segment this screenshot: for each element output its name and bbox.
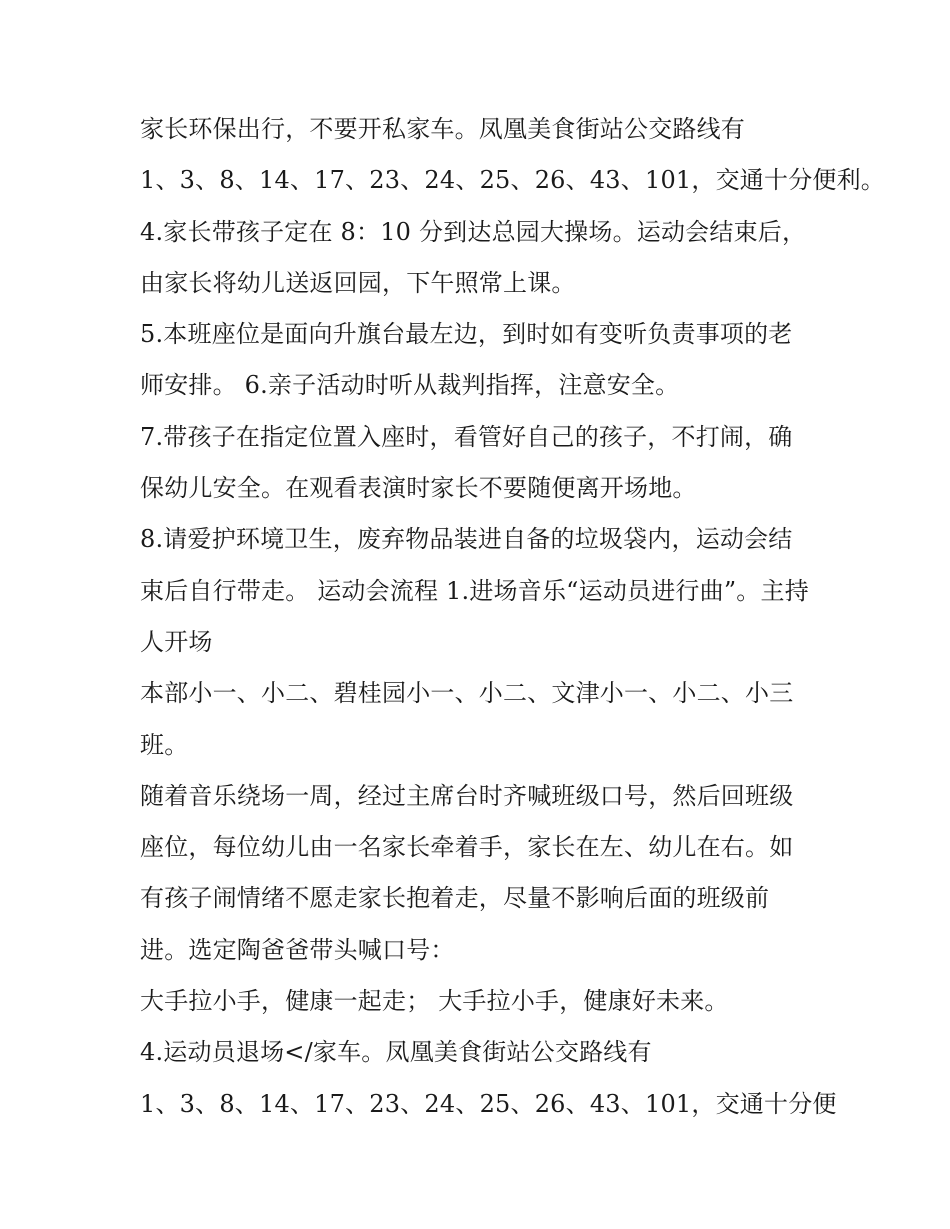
text-line: 本部小一、小二、碧桂园小一、小二、文津小一、小二、小三 bbox=[140, 679, 794, 708]
text-line: 4.家长带孩子定在 8：10 分到达总园大操场。运动会结束后， bbox=[140, 217, 807, 246]
text-line: 班。 bbox=[140, 730, 189, 759]
text-line: 随着音乐绕场一周，经过主席台时齐喊班级口号，然后回班级 bbox=[140, 781, 794, 810]
text-line: 8.请爱护环境卫生，废弃物品装进自备的垃圾袋内，运动会结 bbox=[140, 525, 793, 554]
text-line: 由家长将幼儿送返回园，下午照常上课。 bbox=[140, 268, 576, 297]
text-line: 大手拉小手，健康一起走； 大手拉小手，健康好未来。 bbox=[140, 987, 729, 1016]
text-line: 座位，每位幼儿由一名家长牵着手，家长在左、幼儿在右。如 bbox=[140, 833, 794, 862]
text-line: 4.运动员退场</家车。凤凰美食街站公交路线有 bbox=[140, 1038, 652, 1067]
text-line: 1、3、8、14、17、23、24、25、26、43、101，交通十分便利。 bbox=[140, 166, 885, 195]
text-line: 7.带孩子在指定位置入座时，看管好自己的孩子，不打闹，确 bbox=[140, 422, 793, 451]
text-line: 进。选定陶爸爸带头喊口号： bbox=[140, 935, 455, 964]
text-line: 师安排。 6.亲子活动时听从裁判指挥，注意安全。 bbox=[140, 371, 680, 400]
text-line: 人开场 bbox=[140, 627, 213, 656]
text-line: 家长环保出行，不要开私家车。凤凰美食街站公交路线有 bbox=[140, 115, 745, 143]
text-line: 保幼儿安全。在观看表演时家长不要随便离开场地。 bbox=[140, 474, 697, 503]
text-line: 束后自行带走。 运动会流程 1.进场音乐“运动员进行曲”。主持 bbox=[140, 576, 809, 605]
text-line: 5.本班座位是面向升旗台最左边，到时如有变听负责事项的老 bbox=[140, 320, 793, 349]
text-line: 1、3、8、14、17、23、24、25、26、43、101，交通十分便 bbox=[140, 1089, 837, 1118]
text-line: 有孩子闹情绪不愿走家长抱着走，尽量不影响后面的班级前 bbox=[140, 884, 770, 913]
document-body bbox=[140, 104, 885, 1130]
